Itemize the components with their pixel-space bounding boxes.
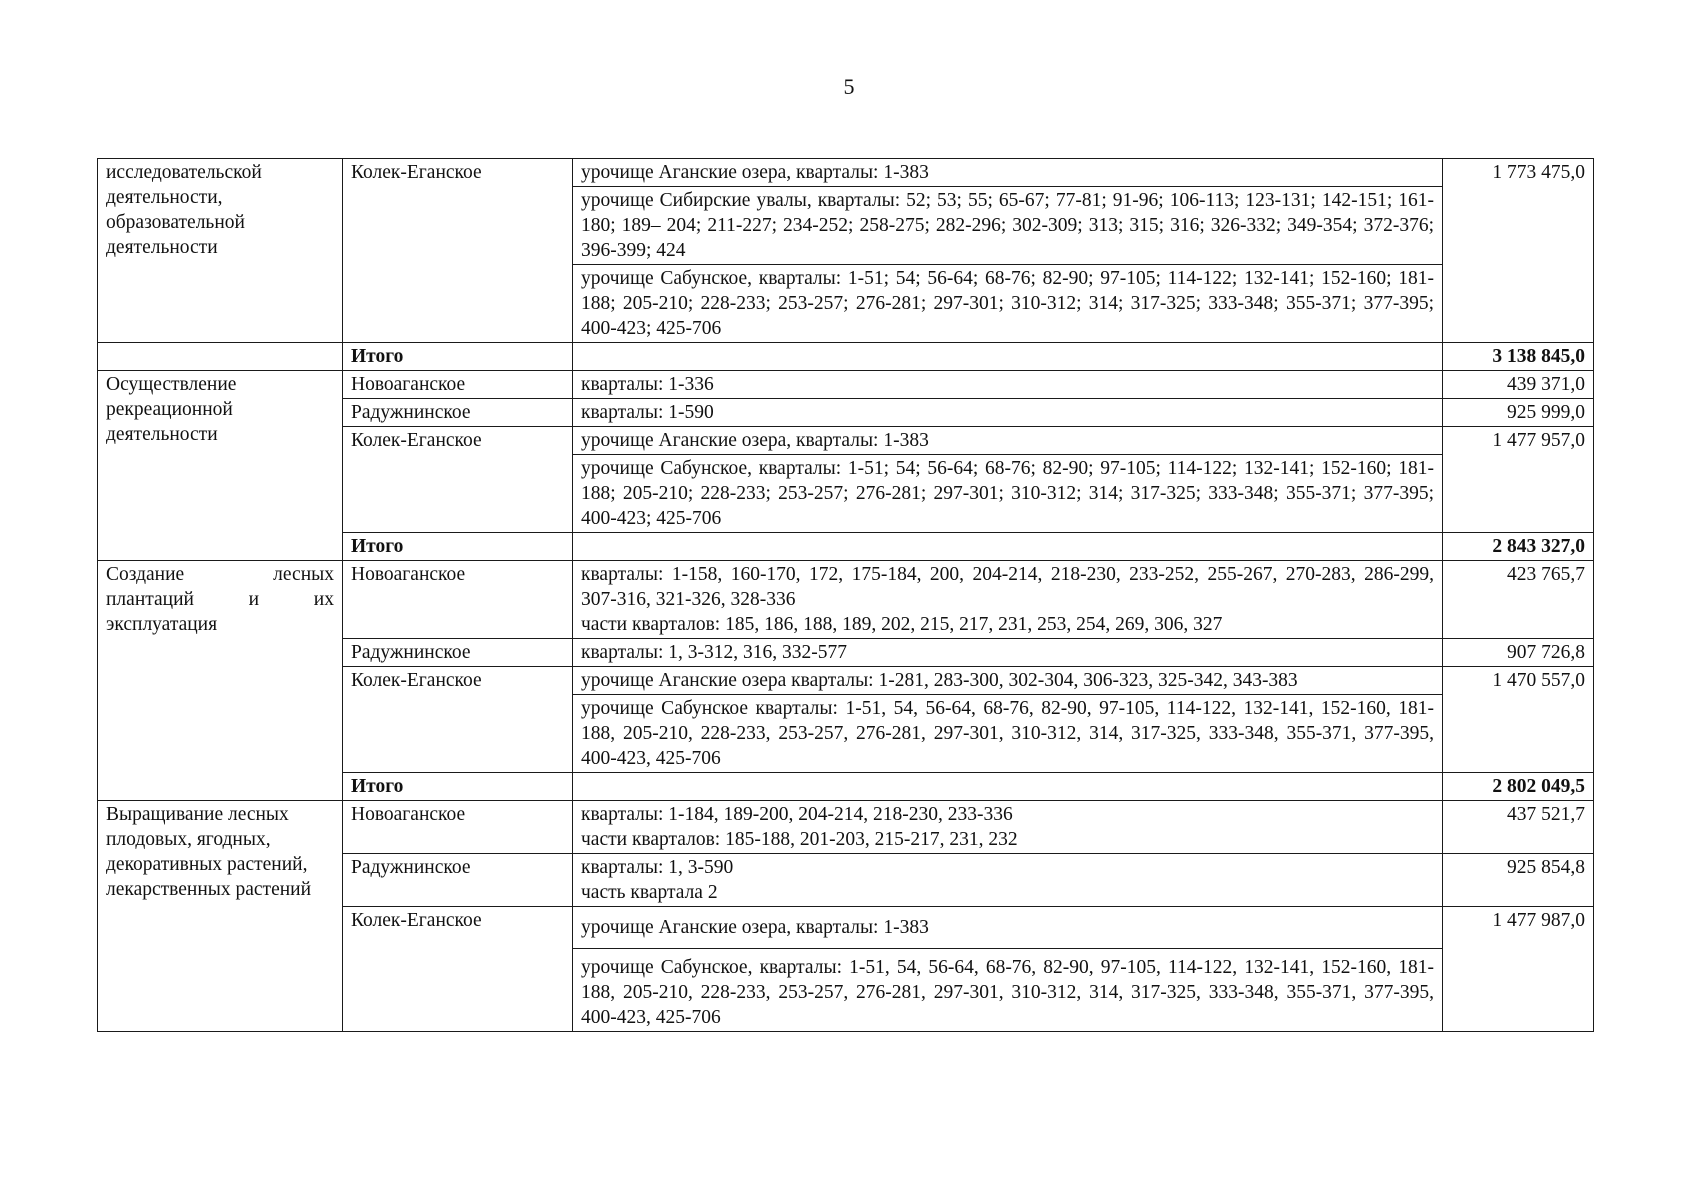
forestry-area-cell: Радужнинское bbox=[343, 639, 573, 667]
quarters-cell: урочище Аганские озера кварталы: 1-281, 283-300, 302-304, 306-323, 325-342, 343-383 bbox=[573, 667, 1443, 695]
forestry-area-cell: Радужнинское bbox=[343, 854, 573, 907]
activity-line: эксплуатация bbox=[106, 614, 218, 635]
page-number: 5 bbox=[843, 74, 855, 99]
quarters-cell: урочище Аганские озера, кварталы: 1-383 bbox=[573, 427, 1443, 455]
forestry-area-cell: Колек-Еганское bbox=[343, 427, 573, 533]
forestry-area-cell: Колек-Еганское bbox=[343, 667, 573, 773]
empty-cell bbox=[573, 533, 1443, 561]
quarters-cell: урочище Сабунское, кварталы: 1-51; 54; 56-64; 68-76; 82-90; 97-105; 114-122; 132-141; 152-160; 181-188; 205-210; 228-233; 253-257; 276-281; 297-301; 310-312; 314; 317-325; 333-348; 355-371; 377-395; 400-423; 425-706 bbox=[573, 265, 1443, 343]
area-value-cell: 1 470 557,0 bbox=[1443, 667, 1594, 773]
quarters-cell: кварталы: 1-184, 189-200, 204-214, 218-230, 233-336 части кварталов: 185-188, 201-203, 215-217, 231, 232 bbox=[573, 801, 1443, 854]
total-label: Итого bbox=[343, 533, 573, 561]
quarters-cell: кварталы: 1-158, 160-170, 172, 175-184, 200, 204-214, 218-230, 233-252, 255-267, 270-283, 286-299, 307-316, 321-326, 328-336 части кварталов: 185, 186, 188, 189, 202, 215, 217, 231, 253, 254, 269, 306, 327 bbox=[573, 561, 1443, 639]
forestry-area-cell: Колек-Еганское bbox=[343, 907, 573, 1032]
table-row bbox=[98, 801, 1594, 854]
area-value-cell: 437 521,7 bbox=[1443, 801, 1594, 854]
quarters-cell: урочище Сабунское, кварталы: 1-51; 54; 56-64; 68-76; 82-90; 97-105; 114-122; 132-141; 152-160; 181-188; 205-210; 228-233; 253-257; 276-281; 297-301; 310-312; 314; 317-325; 333-348; 355-371; 377-395; 400-423; 425-706 bbox=[573, 455, 1443, 533]
empty-cell bbox=[98, 343, 343, 371]
total-value: 2 802 049,5 bbox=[1443, 773, 1594, 801]
area-value-cell: 925 854,8 bbox=[1443, 854, 1594, 907]
forestry-area-cell: Новоаганское bbox=[343, 371, 573, 399]
total-label: Итого bbox=[343, 773, 573, 801]
forestry-area-cell: Колек-Еганское bbox=[343, 159, 573, 343]
activity-line: плантаций и их bbox=[106, 589, 334, 610]
forestry-area-cell: Новоаганское bbox=[343, 561, 573, 639]
area-value-cell: 925 999,0 bbox=[1443, 399, 1594, 427]
empty-cell bbox=[573, 343, 1443, 371]
quarters-cell: кварталы: 1-336 bbox=[573, 371, 1443, 399]
forest-use-table bbox=[97, 158, 1594, 1032]
quarters-cell: урочище Сибирские увалы, кварталы: 52; 53; 55; 65-67; 77-81; 91-96; 106-113; 123-131; 142-151; 161-180; 189– 204; 211-227; 234-252; 258-275; 282-296; 302-309; 313; 315; 316; 326-332; 349-354; 372-376; 396-399; 424 bbox=[573, 187, 1443, 265]
area-value-cell: 1 477 957,0 bbox=[1443, 427, 1594, 533]
quarters-cell: урочище Сабунское, кварталы: 1-51, 54, 56-64, 68-76, 82-90, 97-105, 114-122, 132-141, 152-160, 181-188, 205-210, 228-233, 253-257, 276-281, 297-301, 310-312, 314, 317-325, 333-348, 355-371, 377-395, 400-423, 425-706 bbox=[573, 949, 1443, 1032]
activity-cell: исследовательской деятельности, образовательной деятельности bbox=[98, 159, 343, 343]
empty-cell bbox=[573, 773, 1443, 801]
area-value-cell: 439 371,0 bbox=[1443, 371, 1594, 399]
quarters-cell: кварталы: 1-590 bbox=[573, 399, 1443, 427]
activity-line: Создание лесных bbox=[106, 564, 334, 585]
table-row bbox=[98, 159, 1594, 187]
activity-cell: Выращивание лесных плодовых, ягодных, декоративных растений, лекарственных растений bbox=[98, 801, 343, 1032]
total-label: Итого bbox=[343, 343, 573, 371]
table-row bbox=[98, 561, 1594, 639]
area-value-cell: 1 773 475,0 bbox=[1443, 159, 1594, 343]
quarters-cell: кварталы: 1, 3-590 часть квартала 2 bbox=[573, 854, 1443, 907]
quarters-cell: урочище Сабунское кварталы: 1-51, 54, 56-64, 68-76, 82-90, 97-105, 114-122, 132-141, 152-160, 181-188, 205-210, 228-233, 253-257, 276-281, 297-301, 310-312, 314, 317-325, 333-348, 355-371, 377-395, 400-423, 425-706 bbox=[573, 695, 1443, 773]
quarters-cell: кварталы: 1, 3-312, 316, 332-577 bbox=[573, 639, 1443, 667]
activity-cell bbox=[98, 561, 343, 801]
forestry-area-cell: Радужнинское bbox=[343, 399, 573, 427]
area-value-cell: 423 765,7 bbox=[1443, 561, 1594, 639]
table-row bbox=[98, 371, 1594, 399]
quarters-cell: урочище Аганские озера, кварталы: 1-383 bbox=[573, 907, 1443, 949]
area-value-cell: 907 726,8 bbox=[1443, 639, 1594, 667]
activity-cell: Осуществление рекреационной деятельности bbox=[98, 371, 343, 561]
forestry-area-cell: Новоаганское bbox=[343, 801, 573, 854]
total-value: 2 843 327,0 bbox=[1443, 533, 1594, 561]
quarters-cell: урочище Аганские озера, кварталы: 1-383 bbox=[573, 159, 1443, 187]
total-value: 3 138 845,0 bbox=[1443, 343, 1594, 371]
total-row bbox=[98, 343, 1594, 371]
area-value-cell: 1 477 987,0 bbox=[1443, 907, 1594, 1032]
